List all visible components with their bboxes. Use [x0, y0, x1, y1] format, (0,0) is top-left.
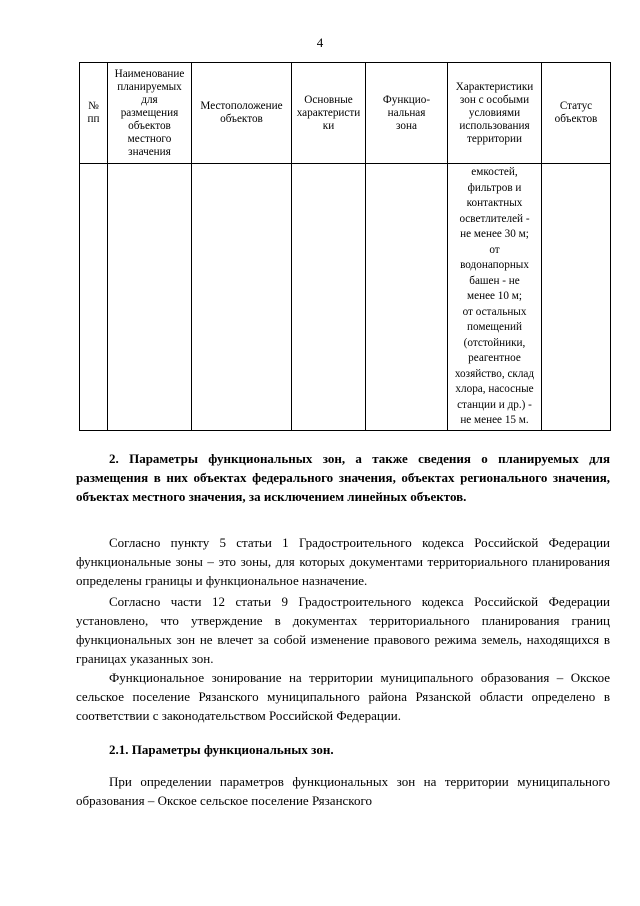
header-cell-name: Наименование планируемых для размещения объектов местного значения: [108, 63, 192, 164]
section-2-1-heading: 2.1. Параметры функциональных зон.: [109, 742, 334, 757]
table-cell: [366, 164, 448, 431]
page-number: 4: [316, 35, 324, 50]
section-2-paragraph-1: Согласно пункту 5 статьи 1 Градостроительного кодекса Российской Федерации функциональные зоны – это зоны, для которых документами территориального планирования определены границы и функциональное назначение.: [76, 535, 610, 588]
header-cell-functional-zone: Функцио- нальная зона: [366, 63, 448, 164]
header-cell-status: Статус объектов: [542, 63, 611, 164]
header-cell-location: Местоположение объектов: [192, 63, 292, 164]
section-2-paragraph-3: Функциональное зонирование на территории муниципального образования – Окское сельское поселение Рязанского муниципального района Рязанской области определено в соответствии с законодательством Российской Федерации.: [76, 670, 610, 723]
section-2-1-paragraph-1: При определении параметров функциональных зон на территории муниципального образования – Окское сельское поселение Рязанского: [76, 774, 610, 808]
header-cell-number: № пп: [80, 63, 108, 164]
table-cell: [292, 164, 366, 431]
header-cell-special-zones: Характеристики зон с особыми условиями использования территории: [448, 63, 542, 164]
section-2-heading: 2. Параметры функциональных зон, а также сведения о планируемых для размещения в них объектах федерального значения, объектах регионального значения, объектах местного значения, за исключением линейных объектов.: [76, 451, 610, 504]
table-cell: [108, 164, 192, 431]
table-row: [80, 164, 611, 431]
table-cell: [192, 164, 292, 431]
objects-table: [79, 62, 611, 431]
section-2-paragraph-2: Согласно части 12 статьи 9 Градостроительного кодекса Российской Федерации установлено, что утверждение в документах территориального планирования границ функциональных зон не влечет за собой изменение правового режима земель, находящихся в границах указанных зон.: [76, 594, 610, 666]
table-header-row: [80, 63, 611, 164]
special-zones-cell: емкостей, фильтров и контактных осветлителей - не менее 30 м; от водонапорных башен - не менее 10 м; от остальных помещений (отстойники, реагентное хозяйство, склад хлора, насосные станции и др.) - не менее 15 м.: [448, 164, 542, 431]
table-cell: [542, 164, 611, 431]
table-cell: [80, 164, 108, 431]
header-cell-characteristics: Основные характеристи ки: [292, 63, 366, 164]
